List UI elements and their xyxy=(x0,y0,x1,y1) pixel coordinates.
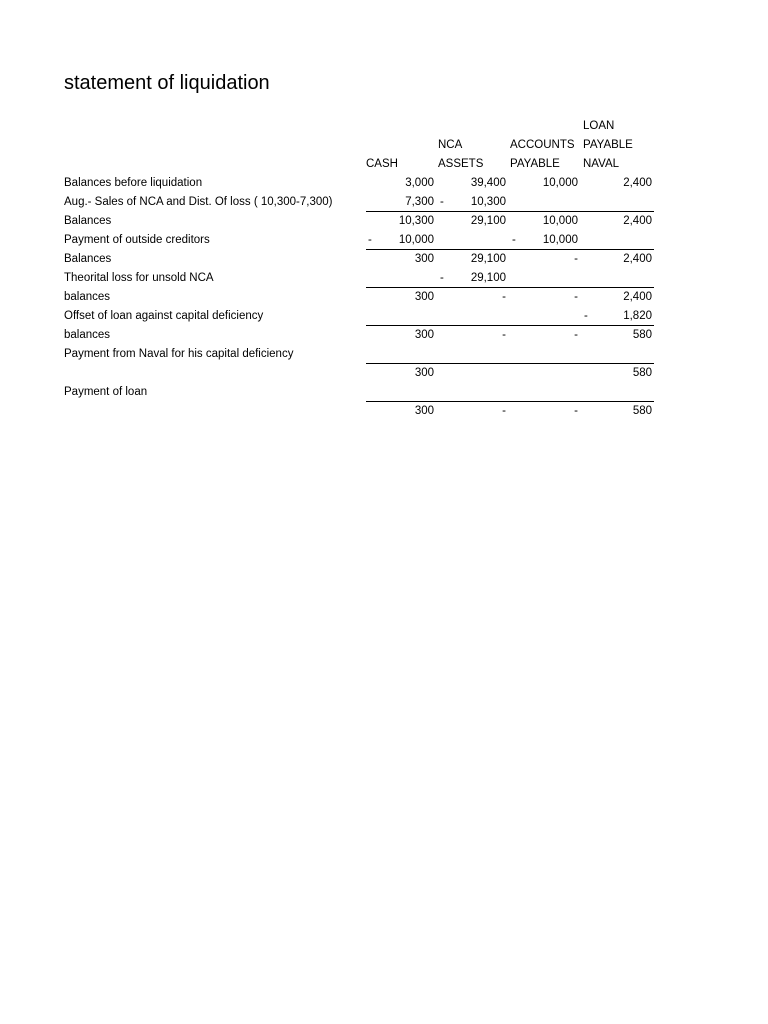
row-label: Payment of outside creditors xyxy=(64,234,210,246)
ap-cell: 10,000 xyxy=(542,234,578,246)
ap-cell: - xyxy=(574,253,578,265)
ap-cell: - xyxy=(574,329,578,341)
loan-negative-sign: - xyxy=(584,310,588,322)
nca-cell: 10,300 xyxy=(470,196,506,208)
row-label: balances xyxy=(64,291,111,303)
nca-negative-sign: - xyxy=(440,196,444,208)
ap-negative-sign: - xyxy=(512,234,516,246)
row-label: Offset of loan against capital deficiency xyxy=(64,310,264,322)
loan-cell: 580 xyxy=(632,367,652,379)
cash-cell: 300 xyxy=(414,329,434,341)
row-label: Aug.- Sales of NCA and Dist. Of loss ( 10,300-7,300) xyxy=(64,196,333,208)
cash-cell: 300 xyxy=(414,253,434,265)
header-loan-line1: LOAN xyxy=(583,120,615,132)
document-title: statement of liquidation xyxy=(64,72,270,94)
row-label: Payment from Naval for his capital deficiency xyxy=(64,348,294,360)
header-loan-line2: PAYABLE xyxy=(583,139,633,151)
nca-cell: - xyxy=(502,291,506,303)
subtotal-rule xyxy=(366,287,654,288)
nca-cell: - xyxy=(502,329,506,341)
subtotal-rule xyxy=(366,211,654,212)
cash-cell: 300 xyxy=(414,367,434,379)
loan-cell: 2,400 xyxy=(623,177,652,189)
nca-negative-sign: - xyxy=(440,272,444,284)
nca-cell: 29,100 xyxy=(470,272,506,284)
row-label: Payment of loan xyxy=(64,386,148,398)
row-label: balances xyxy=(64,329,111,341)
cash-cell: 10,300 xyxy=(398,215,434,227)
cash-cell: 7,300 xyxy=(405,196,434,208)
loan-cell: 2,400 xyxy=(623,215,652,227)
loan-cell: 2,400 xyxy=(623,291,652,303)
loan-cell: 580 xyxy=(632,405,652,417)
nca-cell: - xyxy=(502,405,506,417)
header-ap-line3: PAYABLE xyxy=(510,158,560,170)
loan-cell: 580 xyxy=(632,329,652,341)
subtotal-rule xyxy=(366,325,654,326)
row-label: Theorital loss for unsold NCA xyxy=(64,272,214,284)
ap-cell: - xyxy=(574,291,578,303)
subtotal-rule xyxy=(366,249,654,250)
subtotal-rule xyxy=(366,401,654,402)
ap-cell: - xyxy=(574,405,578,417)
loan-cell: 2,400 xyxy=(623,253,652,265)
cash-cell: 300 xyxy=(414,405,434,417)
ap-cell: 10,000 xyxy=(542,215,578,227)
header-ap-line2: ACCOUNTS xyxy=(510,139,575,151)
header-loan-line3: NAVAL xyxy=(583,158,620,170)
loan-cell: 1,820 xyxy=(623,310,652,322)
header-nca-line2: NCA xyxy=(438,139,463,151)
cash-cell: 3,000 xyxy=(405,177,434,189)
cash-negative-sign: - xyxy=(368,234,372,246)
nca-cell: 29,100 xyxy=(470,215,506,227)
ap-cell: 10,000 xyxy=(542,177,578,189)
cash-cell: 300 xyxy=(414,291,434,303)
nca-cell: 39,400 xyxy=(470,177,506,189)
cash-cell: 10,000 xyxy=(398,234,434,246)
nca-cell: 29,100 xyxy=(470,253,506,265)
subtotal-rule xyxy=(366,363,654,364)
row-label: Balances before liquidation xyxy=(64,177,203,189)
row-label: Balances xyxy=(64,215,112,227)
row-label: Balances xyxy=(64,253,112,265)
header-cash-line3: CASH xyxy=(366,158,398,170)
header-nca-line3: ASSETS xyxy=(438,158,484,170)
